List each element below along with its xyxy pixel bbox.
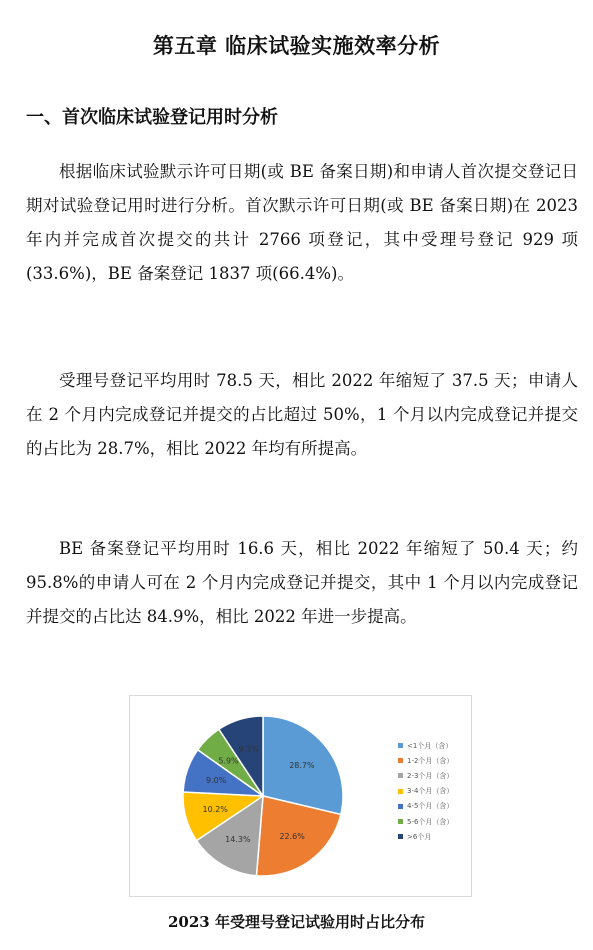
- legend-swatch: [398, 804, 403, 809]
- legend-item: [398, 768, 453, 783]
- section-title: 一、首次临床试验登记用时分析: [26, 107, 278, 128]
- pie-slice-label: 22.6%: [279, 832, 305, 842]
- legend-label: 4-5个月（含）: [407, 802, 454, 811]
- figure-caption: 2023 年受理号登记试验用时占比分布: [168, 913, 425, 931]
- legend-label: 2-3个月（含）: [407, 771, 454, 780]
- pie-chart-figure: [129, 695, 472, 897]
- paragraph-2: 受理号登记平均用时 78.5 天，相比 2022 年缩短了 37.5 天；申请人在 2 个月内完成登记并提交的占比超过 50%，1 个月以内完成登记并提交的占比为 28.7%，相比 2022 年均有所提高。: [26, 371, 578, 458]
- legend-item: [398, 829, 453, 844]
- chapter-title: 第五章 临床试验实施效率分析: [152, 34, 441, 58]
- pie-slice-label: 5.9%: [218, 756, 239, 766]
- pie-slice-label: 9.3%: [238, 744, 259, 754]
- legend-label: >6个月: [407, 832, 432, 841]
- pie-slice-label: 9.0%: [205, 775, 227, 785]
- legend-item: [398, 753, 453, 768]
- chart-legend: [398, 738, 453, 844]
- legend-swatch: [398, 789, 403, 794]
- legend-swatch: [398, 743, 403, 748]
- legend-item: [398, 814, 453, 829]
- legend-label: <1个月（含）: [407, 741, 453, 750]
- pie-slice-label: 28.7%: [289, 761, 315, 771]
- legend-label: 3-4个月（含）: [407, 787, 454, 796]
- legend-swatch: [398, 834, 403, 839]
- legend-label: 1-2个月（含）: [407, 756, 454, 765]
- legend-item: [398, 784, 453, 799]
- legend-swatch: [398, 773, 403, 778]
- legend-swatch: [398, 758, 403, 763]
- legend-swatch: [398, 819, 403, 824]
- legend-label: 5-6个月（含）: [407, 817, 454, 826]
- pie-slice-label: 14.3%: [225, 834, 251, 844]
- legend-item: [398, 738, 453, 753]
- paragraph-1: 根据临床试验默示许可日期(或 BE 备案日期)和申请人首次提交登记日期对试验登记用时进行分析。首次默示许可日期(或 BE 备案日期)在 2023 年内并完成首次提交的共计 2766 项登记，其中受理号登记 929 项(33.6%)，BE 备案登记 1837 项(66.4%)。: [26, 162, 578, 283]
- legend-item: [398, 799, 453, 814]
- pie-slice-label: 10.2%: [202, 805, 228, 815]
- paragraph-3: BE 备案登记平均用时 16.6 天，相比 2022 年缩短了 50.4 天；约 95.8%的申请人可在 2 个月内完成登记并提交，其中 1 个月以内完成登记并提交的占比达 84.9%，相比 2022 年进一步提高。: [26, 539, 578, 626]
